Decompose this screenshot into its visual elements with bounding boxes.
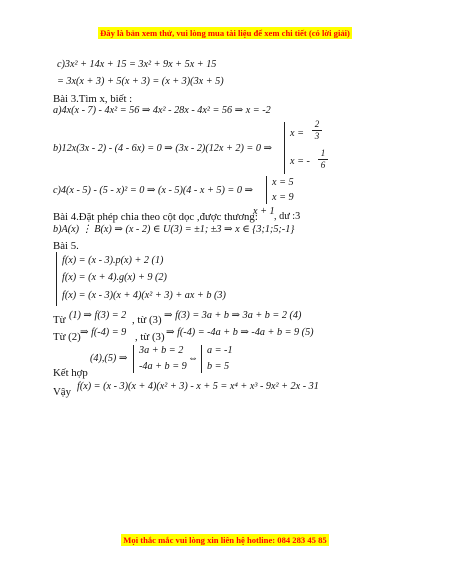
bai3-part-b: b)12x(3x - 2) - (4 - 6x) = 0 ⇒ (3x - 2)(12x + 2) = 0 ⇒ [53, 143, 273, 154]
bai5-tu1-expr: (1) ⇒ f(3) = 2 [69, 310, 127, 321]
bai5-tu1-mid: , từ (3) [132, 314, 162, 326]
bai5-system-eq1: f(x) = (x - 3).p(x) + 2 (1) [62, 255, 164, 266]
bai5-system-eq3: f(x) = (x - 3)(x + 4)(x² + 3) + ax + b (3) [62, 290, 226, 301]
bai5-combine-sol1: a = -1 [207, 345, 233, 356]
footer-banner: Mọi thắc mắc vui lòng xin liên hệ hotline: 084 283 45 85 [123, 535, 327, 545]
bai3-b-solution-2-num: 1 [320, 148, 326, 158]
bai5-combine-arrow: ⇔ [188, 353, 199, 364]
bai3-b-bracket [284, 122, 285, 174]
bai3-c-bracket [266, 176, 267, 204]
bai5-tu2-label: Từ (2) [53, 331, 81, 343]
bai5-combine-sol2: b = 5 [207, 361, 230, 372]
bai5-heading: Bài 5. [53, 240, 79, 252]
bai4-quotient: x + 1 [253, 206, 275, 217]
bai3-heading: Bài 3.Tìm x, biết : [53, 93, 133, 105]
bai5-tu1-rest: ⇒ f(3) = 3a + b ⇒ 3a + b = 2 (4) [164, 310, 302, 321]
bai3-part-a: a)4x(x - 7) - 4x² = 56 ⇒ 4x² - 28x - 4x² = 56 ⇒ x = -2 [53, 105, 271, 116]
header-banner: Đây là bản xem thử, vui lòng mua tài liệu để xem chi tiết (có lời giải) [100, 28, 350, 38]
bai5-combine-lhs: (4),(5) ⇒ [90, 353, 128, 364]
bai5-system-bracket [56, 252, 57, 306]
bai4-remainder: , dư :3 [274, 211, 301, 222]
bai5-vay-expr: f(x) = (x - 3)(x + 4)(x² + 3) - x + 5 = x⁴ + x³ - 9x² + 2x - 31 [77, 381, 319, 392]
bai5-tu1-label: Từ [53, 314, 66, 326]
part-c-line1: c)3x² + 14x + 15 = 3x² + 9x + 5x + 15 [57, 59, 217, 70]
bai4-part-b: b)A(x) ⋮ B(x) ⇒ (x - 2) ∈ U(3) = ±1; ±3 ⇒ x ∈ {3;1;5;-1} [53, 224, 295, 235]
bai5-tu2-rest: ⇒ f(-4) = -4a + b ⇒ -4a + b = 9 (5) [166, 327, 314, 338]
bai3-b-solution-1-lhs: x = [290, 128, 304, 139]
bai5-system-eq2: f(x) = (x + 4).g(x) + 9 (2) [62, 272, 167, 283]
bai4-heading: Bài 4.Đặt phép chia theo cột dọc ,được thương: [53, 211, 258, 223]
bai3-part-c: c)4(x - 5) - (5 - x)² = 0 ⇒ (x - 5)(4 - x + 5) = 0 ⇒ [53, 185, 253, 196]
bai3-b-solution-2-lhs: x = - [290, 156, 310, 167]
bai3-c-solution-2: x = 9 [272, 192, 294, 203]
bai3-b-solution-2-den: 6 [320, 160, 326, 170]
bai5-combine-eq1: 3a + b = 2 [139, 345, 184, 356]
bai3-c-solution-1: x = 5 [272, 177, 294, 188]
bai5-vay-label: Vậy [53, 386, 71, 398]
bai5-ket-hop: Kết hợp [53, 367, 88, 379]
bai5-tu2-expr: ⇒ f(-4) = 9 [80, 327, 127, 338]
part-c-line2: = 3x(x + 3) + 5(x + 3) = (x + 3)(3x + 5) [57, 76, 224, 87]
bai3-b-solution-1-den: 3 [314, 131, 320, 141]
bai5-tu2-mid: , từ (3) [135, 331, 165, 343]
bai5-combine-bracket-2 [201, 345, 202, 373]
bai5-combine-eq2: -4a + b = 9 [139, 361, 187, 372]
bai3-b-solution-1-num: 2 [314, 119, 320, 129]
bai5-combine-bracket-1 [133, 345, 134, 373]
